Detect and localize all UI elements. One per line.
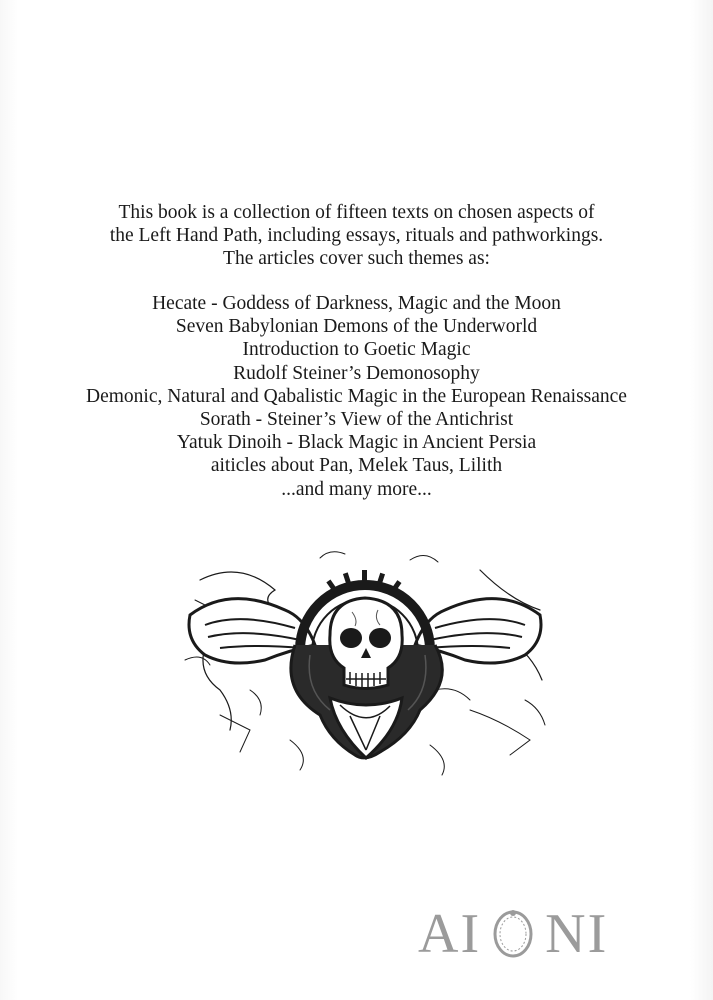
- intro-line: the Left Hand Path, including essays, rituals and pathworkings.: [109, 225, 604, 246]
- theme-item: Yatuk Dinoih - Black Magic in Ancient Persia: [176, 432, 537, 454]
- publisher-logo: [418, 902, 608, 966]
- theme-item: ...and many more...: [281, 478, 432, 500]
- theme-item: aiticles about Pan, Melek Taus, Lilith: [210, 455, 503, 477]
- theme-item: Seven Babylonian Demons of the Underworld: [175, 316, 538, 338]
- logo-letter: A: [418, 903, 461, 965]
- theme-item: Demonic, Natural and Qabalistic Magic in the European Renaissance: [86, 385, 627, 407]
- winged-skull-emblem-icon: [180, 540, 550, 780]
- logo-letter: I: [460, 903, 482, 965]
- theme-item: Hecate - Goddess of Darkness, Magic and the Moon: [152, 293, 561, 314]
- theme-item: Rudolf Steiner’s Demonosophy: [233, 362, 480, 384]
- theme-item: Sorath - Steiner’s View of the Antichrist: [199, 409, 514, 431]
- theme-item: Introduction to Goetic Magic: [242, 339, 471, 361]
- intro-line: This book is a collection of fifteen texts on chosen aspects of: [118, 202, 595, 223]
- intro-line: The articles cover such themes as:: [223, 248, 490, 269]
- logo-letter: N: [545, 903, 588, 965]
- ouroboros-ring-icon: [491, 908, 535, 960]
- themes-list: [0, 292, 713, 501]
- logo-letter: I: [587, 903, 609, 965]
- intro-paragraph: [0, 201, 713, 270]
